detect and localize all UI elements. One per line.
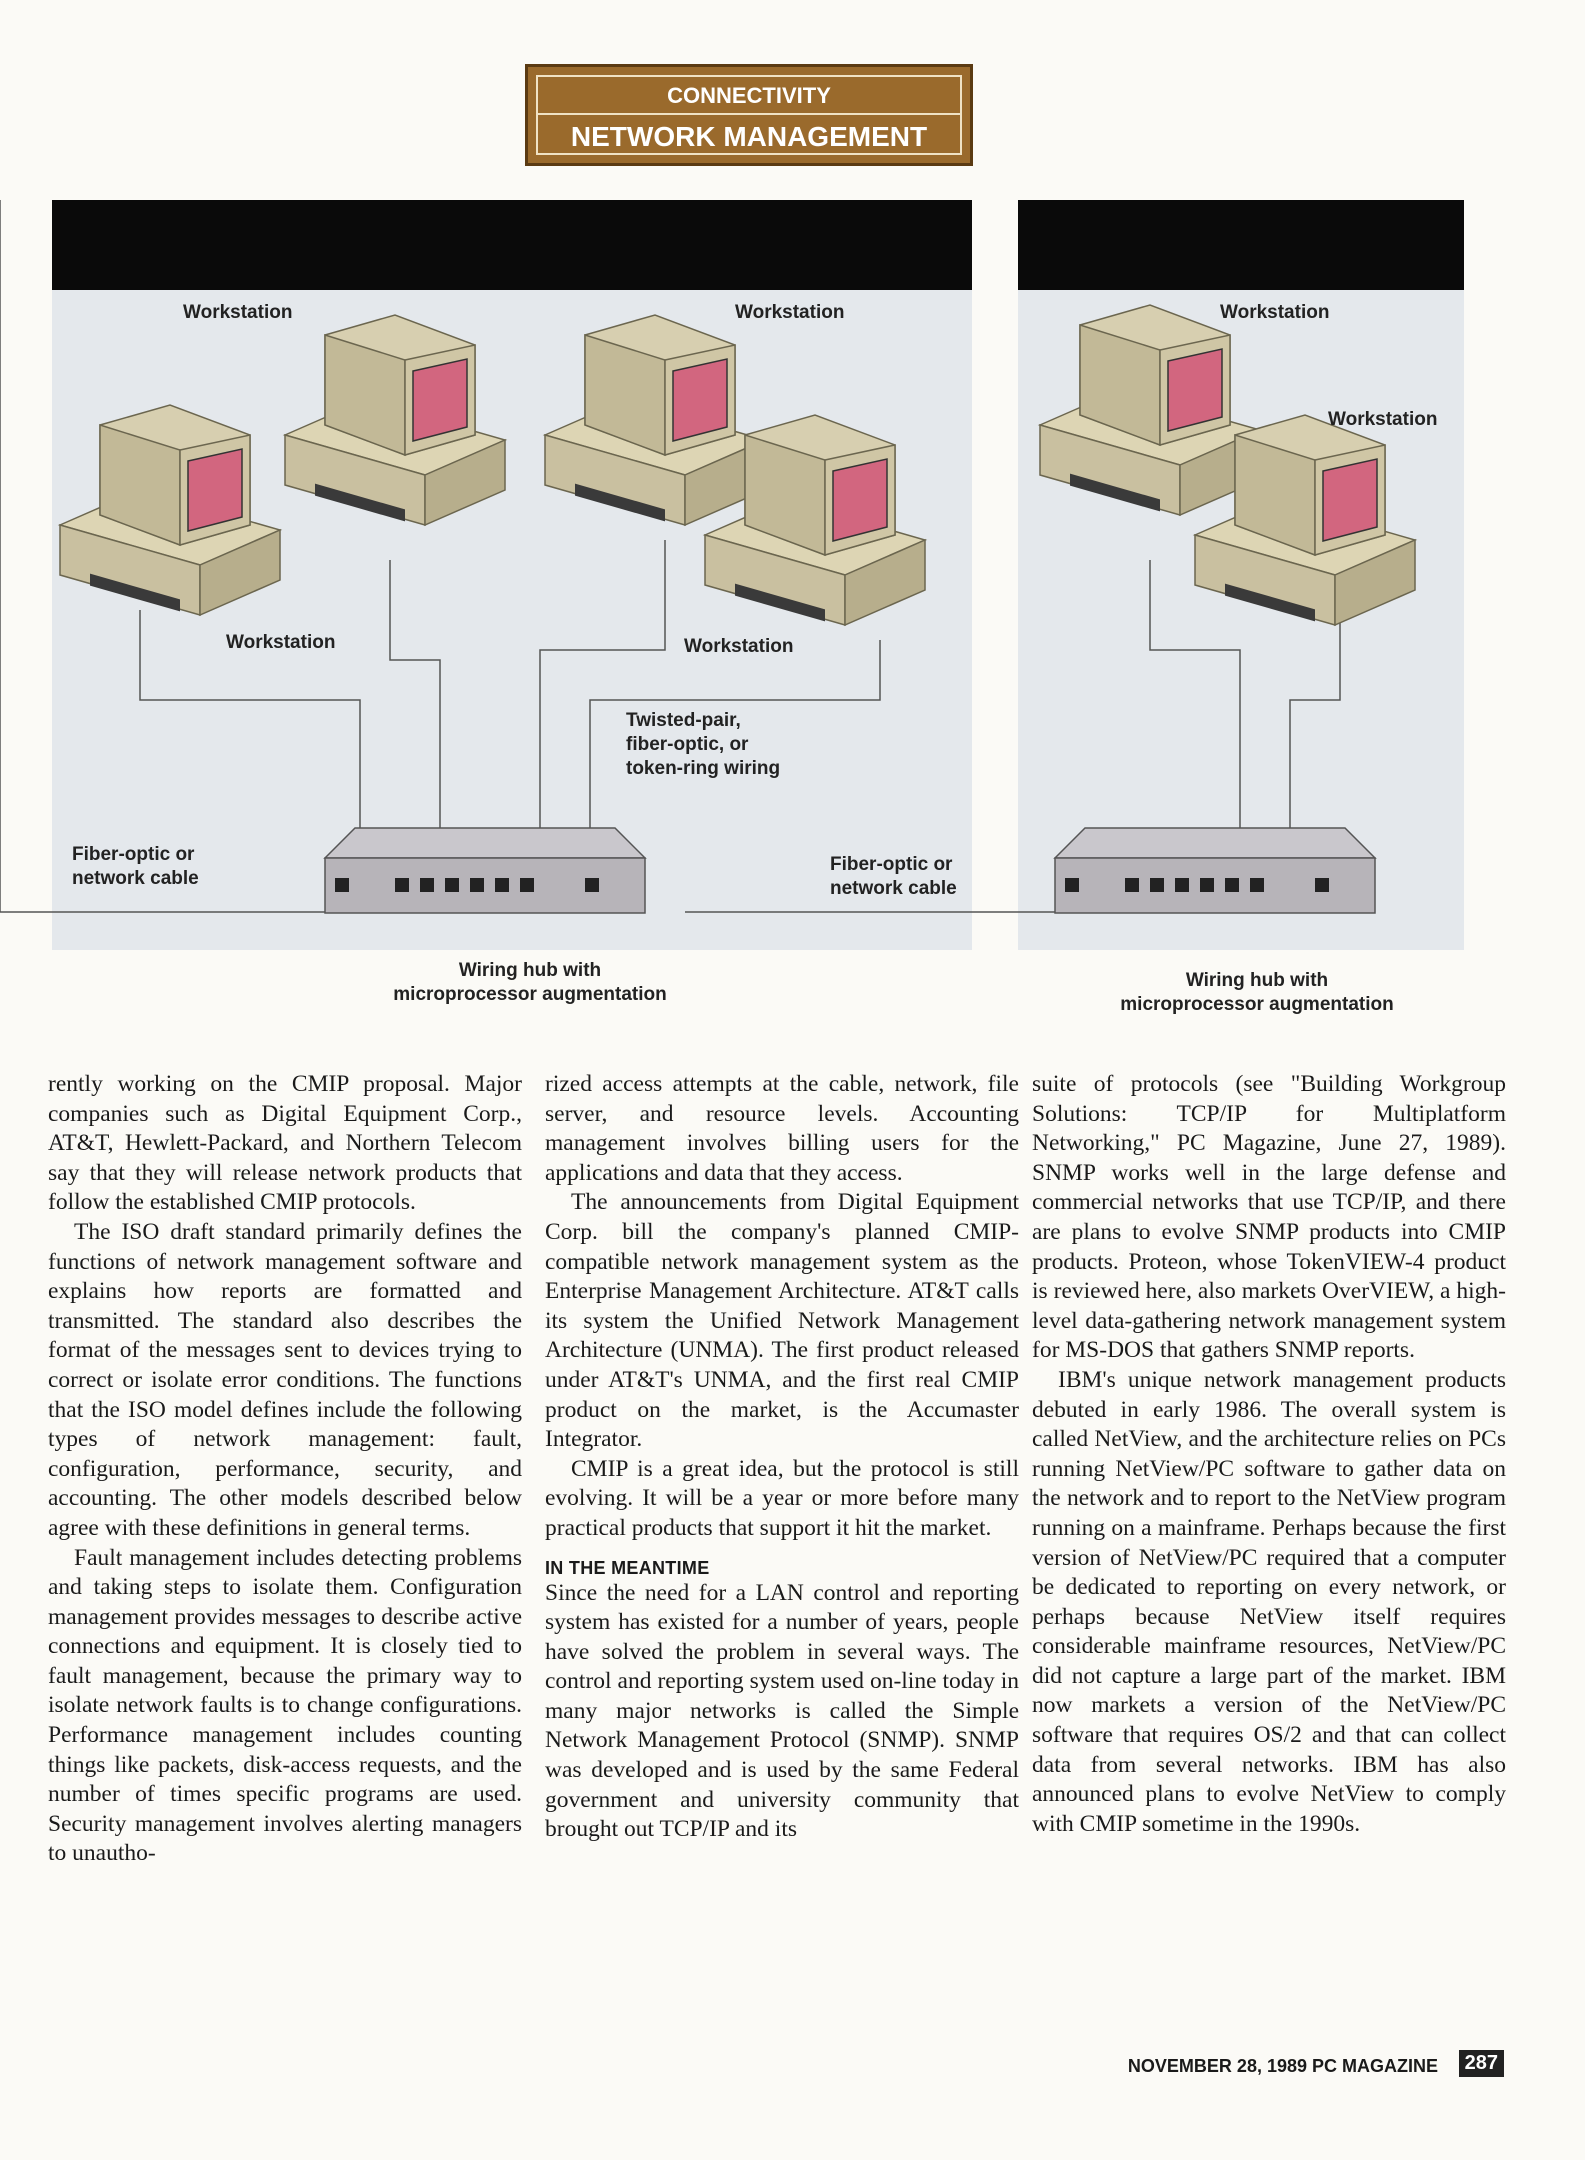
page-footer (1080, 2050, 1510, 2084)
left-panel-banner (52, 200, 972, 290)
label-hub-right-line2: microprocessor augmentation (1120, 994, 1394, 1015)
right-panel-banner (1018, 200, 1464, 290)
paragraph: The ISO draft standard primarily defines the functions of network management software and explains how reports are formatted and transmitted. The standard also describes the format of the messages sent to devices trying to correct or isolate error conditions. The functions that the ISO model defines include the following types of network management: fault, configuration, performance, security, and accounting. The other models described below agree with these definitions in general terms. (48, 1218, 522, 1541)
label-workstation-tl: Workstation (183, 302, 293, 323)
header-divider (538, 113, 960, 115)
label-wiring-line1: Twisted-pair, (626, 710, 741, 731)
paragraph: rized access attempts at the cable, network, file server, and resource levels. Accounting management involves billing users for the applications and data that they access. (545, 1071, 1019, 1186)
label-cable-left-line2: network cable (72, 868, 199, 889)
paragraph: CMIP is a great idea, but the protocol is still evolving. It will be a year or more before many practical products that support it hit the market. (545, 1455, 1019, 1541)
label-cable-mid-line1: Fiber-optic or (830, 854, 953, 875)
paragraph: The announcements from Digital Equipment Corp. bill the company's planned CMIP-compatible network management system as the Enterprise Management Architecture. AT&T calls its system the Unified Network Management Architecture (UNMA). The first product released under AT&T's UNMA, and the first real CMIP product on the market, is the Accumaster Integrator. (545, 1189, 1019, 1453)
label-workstation-tc: Workstation (735, 302, 845, 323)
subhead: IN THE MEANTIME (545, 1557, 710, 1578)
section-title: NETWORK MANAGEMENT (570, 121, 928, 152)
label-cable-mid-line2: network cable (830, 878, 957, 899)
label-wiring-line2: fiber-optic, or (626, 734, 749, 755)
column-2 (545, 1070, 1019, 1845)
column-1 (48, 1070, 522, 1869)
label-workstation-bc: Workstation (684, 636, 794, 657)
section-header (525, 64, 973, 166)
paragraph: Fault management includes detecting problems and taking steps to isolate them. Configuration management provides messages to describe active connections and equipment. It is closely tied to fault management, because the primary way to isolate network faults is to change configurations. Performance management includes counting things like packets, disk-access requests, and the number of times specific programs are used. Security management involves alerting managers to unautho- (48, 1544, 522, 1867)
label-wiring-line3: token-ring wiring (626, 758, 781, 779)
column-3 (1032, 1070, 1506, 1839)
network-diagram (0, 200, 1585, 1030)
paragraph: IBM's unique network management products debuted in early 1986. The overall system is called NetView, and the architecture relies on PCs running NetView/PC software to gather data on the network and to report to the NetView program running on a mainframe. Perhaps because the first version of NetView/PC required that a computer be dedicated to reporting on every network, or perhaps because NetView itself requires considerable mainframe resources, NetView/PC did not capture a large part of the market. IBM now markets a version of the NetView/PC software that requires OS/2 and that can collect data from several networks. IBM has also announced plans to evolve NetView to comply with CMIP sometime in the 1990s. (1032, 1366, 1506, 1837)
label-hub-left-line1: Wiring hub with (458, 960, 602, 981)
footer-text: NOVEMBER 28, 1989 PC MAGAZINE (1127, 2056, 1438, 2076)
label-workstation-mr: Workstation (1328, 409, 1438, 430)
wiring-hub-left (325, 828, 645, 913)
label-workstation-tr: Workstation (1220, 302, 1330, 323)
label-cable-left-line1: Fiber-optic or (72, 844, 195, 865)
label-hub-right-line1: Wiring hub with (1185, 970, 1329, 991)
label-workstation-bl: Workstation (226, 632, 336, 653)
section-kicker: CONNECTIVITY (667, 83, 831, 108)
paragraph: rently working on the CMIP proposal. Major companies such as Digital Equipment Corp., AT&T, Hewlett-Packard, and Northern Telecom say that they will release network products that follow the established CMIP protocols. (48, 1071, 522, 1216)
wiring-hub-right (1055, 828, 1375, 913)
label-hub-left-line2: microprocessor augmentation (393, 984, 667, 1005)
page-number: 287 (1459, 2050, 1504, 2077)
paragraph: Since the need for a LAN control and reporting system has existed for a number of years, people have solved the problem in several ways. The control and reporting system used on-line today in many major networks is called the Simple Network Management Protocol (SNMP). SNMP was developed and is used by the same Federal government and university community that brought out TCP/IP and its (545, 1579, 1019, 1843)
paragraph: suite of protocols (see "Building Workgroup Solutions: TCP/IP for Multiplatform Networking," PC Magazine, June 27, 1989). SNMP works well in the large defense and commercial networks that use TCP/IP, and there are plans to evolve SNMP products into CMIP products. Proteon, whose TokenVIEW-4 product is reviewed here, also markets OverVIEW, a high-level data-gathering network management system for MS-DOS that gathers SNMP reports. (1032, 1071, 1506, 1364)
